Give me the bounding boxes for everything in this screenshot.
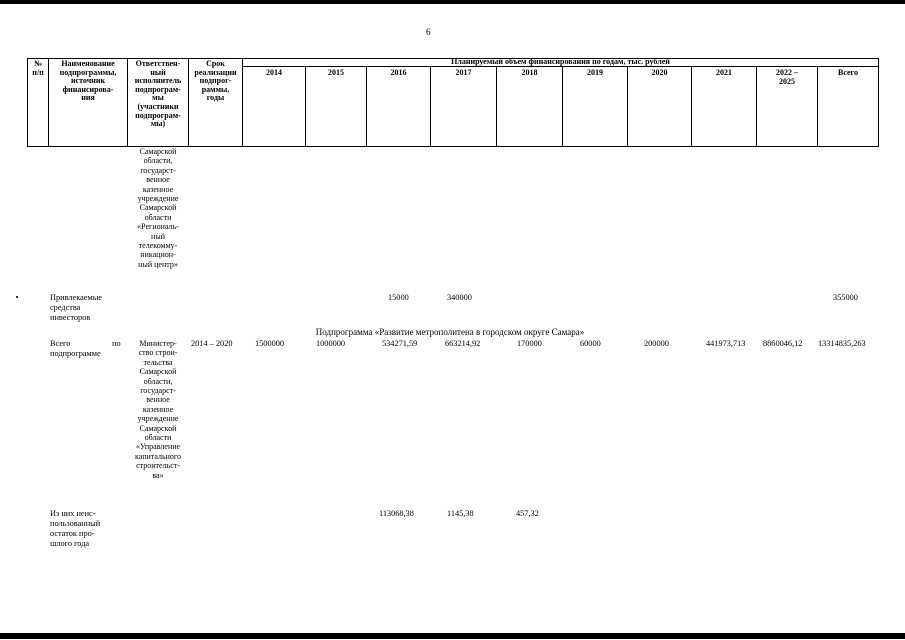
grid-vline (627, 66, 628, 146)
header-year-2014: 2014 (266, 68, 282, 77)
grid-vline (366, 66, 367, 146)
row-total-name-left: Всего (50, 339, 71, 348)
scan-speck (16, 296, 18, 298)
grid-vline (817, 66, 818, 146)
row-total-total: 13314835,263 (818, 339, 866, 348)
header-name: Наименование подпрограммы, источник финансирова- ния (59, 59, 117, 103)
subprogram-title: Подпрограмма «Развитие метрополитена в городском округе Самара» (315, 327, 585, 337)
header-number: № п/п (32, 59, 44, 77)
row-investors-name: Привлекаемые средства инвесторов (50, 293, 102, 322)
row-total-2020: 200000 (644, 339, 669, 348)
responsible-continuation: Самарской области, государст- венное казенное учреждение Самарской области «Региональ- ный телекомму- никацион- ный центр» (137, 147, 179, 269)
bottom-border (0, 633, 905, 639)
header-year-2016: 2016 (390, 68, 407, 77)
row-total-name-right: по (112, 339, 121, 348)
row-investors-2017: 340000 (447, 293, 472, 302)
page-number: 6 (426, 27, 431, 37)
header-year-2018: 2018 (521, 68, 538, 77)
header-total: Всего (838, 68, 858, 77)
header-year-2015: 2015 (328, 68, 344, 77)
row-total-2018: 170000 (517, 339, 542, 348)
header-term: Срок реализации подпрог- раммы, годы (194, 59, 237, 103)
row-total-name-line2: подпрограмме (50, 349, 101, 358)
header-year-2020: 2020 (651, 68, 668, 77)
top-border (0, 0, 905, 4)
header-group-title: Планируемый объем финансирования по годам, тыс. рублей (451, 57, 670, 66)
grid-vline (430, 66, 431, 146)
row-total-2022-2025: 8860046,12 (763, 339, 803, 348)
row-unused-2017: 1145,38 (447, 509, 474, 518)
row-total-2016: 534271,59 (382, 339, 418, 348)
row-total-responsible: Министер- ство строи- тельства Самарской области, государст- венное казенное учреждение Самарской области «Управление капитального строительст- ва» (135, 339, 181, 480)
row-total-term: 2014 – 2020 (191, 339, 233, 348)
row-total-2015: 1000000 (316, 339, 346, 348)
grid-vline (496, 66, 497, 146)
row-total-2014: 1500000 (255, 339, 285, 348)
row-total-2019: 60000 (580, 339, 601, 348)
grid-vline (691, 66, 692, 146)
header-year-2021: 2021 (716, 68, 732, 77)
row-unused-2018: 457,32 (516, 509, 539, 518)
header-year-2019: 2019 (587, 68, 603, 77)
row-total-2017: 663214,92 (445, 339, 481, 348)
row-unused-2016: 113068,38 (379, 509, 414, 518)
header-responsible: Ответствен- ный исполнитель подпрограм- мы (участники подпрограм- мы) (134, 59, 182, 129)
row-unused-name: Из них неис- пользованный остаток про- шлого года (50, 509, 101, 548)
grid-vline (878, 58, 879, 146)
header-year-2022-2025: 2022 – 2025 (776, 68, 798, 86)
header-year-2017: 2017 (455, 68, 472, 77)
row-total-2021: 441973,713 (706, 339, 746, 348)
grid-vline (305, 66, 306, 146)
row-investors-2016: 15000 (388, 293, 409, 302)
row-investors-total: 355000 (833, 293, 858, 302)
grid-vline (562, 66, 563, 146)
